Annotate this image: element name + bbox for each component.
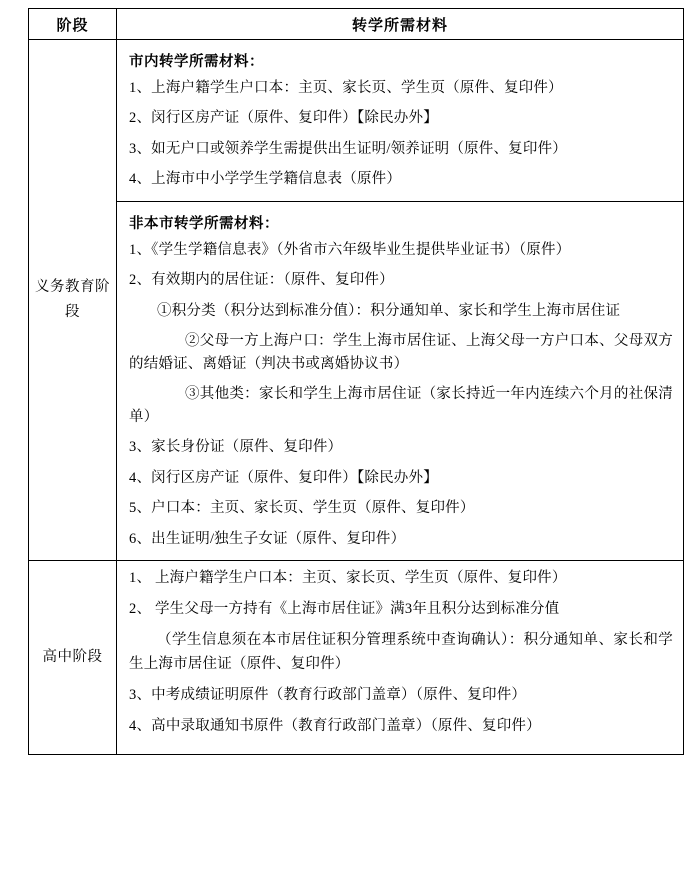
material-subitem: ②父母一方上海户口：学生上海市居住证、上海父母一方户口本、父母双方的结婚证、离婚证（判决书或离婚协议书） (129, 333, 673, 372)
stage-compulsory-education: 义务教育阶段 (29, 40, 117, 561)
material-item: 1、 上海户籍学生户口本：主页、家长页、学生页（原件、复印件） (129, 570, 567, 587)
materials-compulsory-education (117, 40, 684, 561)
block-title-nonlocal: 非本市转学所需材料： (129, 215, 279, 232)
material-item: 4、上海市中小学学生学籍信息表（原件） (129, 171, 402, 188)
materials-high-school (117, 561, 684, 755)
table-header-row (29, 9, 684, 40)
header-materials: 转学所需材料 (117, 9, 684, 40)
material-item: 5、户口本：主页、家长页、学生页（原件、复印件） (129, 500, 475, 517)
header-stage: 阶段 (29, 9, 117, 40)
material-subitem: ①积分类（积分达到标准分值）：积分通知单、家长和学生上海市居住证 (157, 302, 621, 319)
material-item: 3、家长身份证（原件、复印件） (129, 439, 343, 456)
table-row (29, 561, 684, 755)
block-local-transfer (117, 40, 683, 201)
material-item: 1、上海户籍学生户口本：主页、家长页、学生页（原件、复印件） (129, 80, 563, 96)
table-row (29, 40, 684, 561)
material-item: 4、闵行区房产证（原件、复印件）【除民办外】 (129, 469, 438, 486)
material-item: 6、出生证明/独生子女证（原件、复印件） (129, 530, 406, 547)
stage-high-school: 高中阶段 (29, 561, 117, 755)
material-item: 4、高中录取通知书原件（教育行政部门盖章）（原件、复印件） (129, 717, 541, 734)
block-title-local: 市内转学所需材料： (129, 54, 264, 70)
material-item: 2、闵行区房产证（原件、复印件）【除民办外】 (129, 110, 438, 127)
transfer-materials-table (28, 8, 684, 755)
material-subitem: ③其他类：家长和学生上海市居住证（家长持近一年内连续六个月的社保清单） (129, 386, 673, 425)
material-item: 2、 学生父母一方持有《上海市居住证》满3年且积分达到标准分值 (129, 601, 560, 618)
block-nonlocal-transfer (117, 201, 683, 560)
material-item: 2、有效期内的居住证：（原件、复印件） (129, 272, 394, 289)
material-item: 3、中考成绩证明原件（教育行政部门盖章）（原件、复印件） (129, 686, 527, 703)
block-high-school (117, 561, 683, 754)
material-subitem: （学生信息须在本市居住证积分管理系统中查询确认）：积分通知单、家长和学生上海市居住证（原件、复印件） (129, 632, 673, 672)
material-item: 1、《学生学籍信息表》（外省市六年级毕业生提供毕业证书）（原件） (129, 241, 571, 258)
material-item: 3、如无户口或领养学生需提供出生证明/领养证明（原件、复印件） (129, 140, 567, 157)
